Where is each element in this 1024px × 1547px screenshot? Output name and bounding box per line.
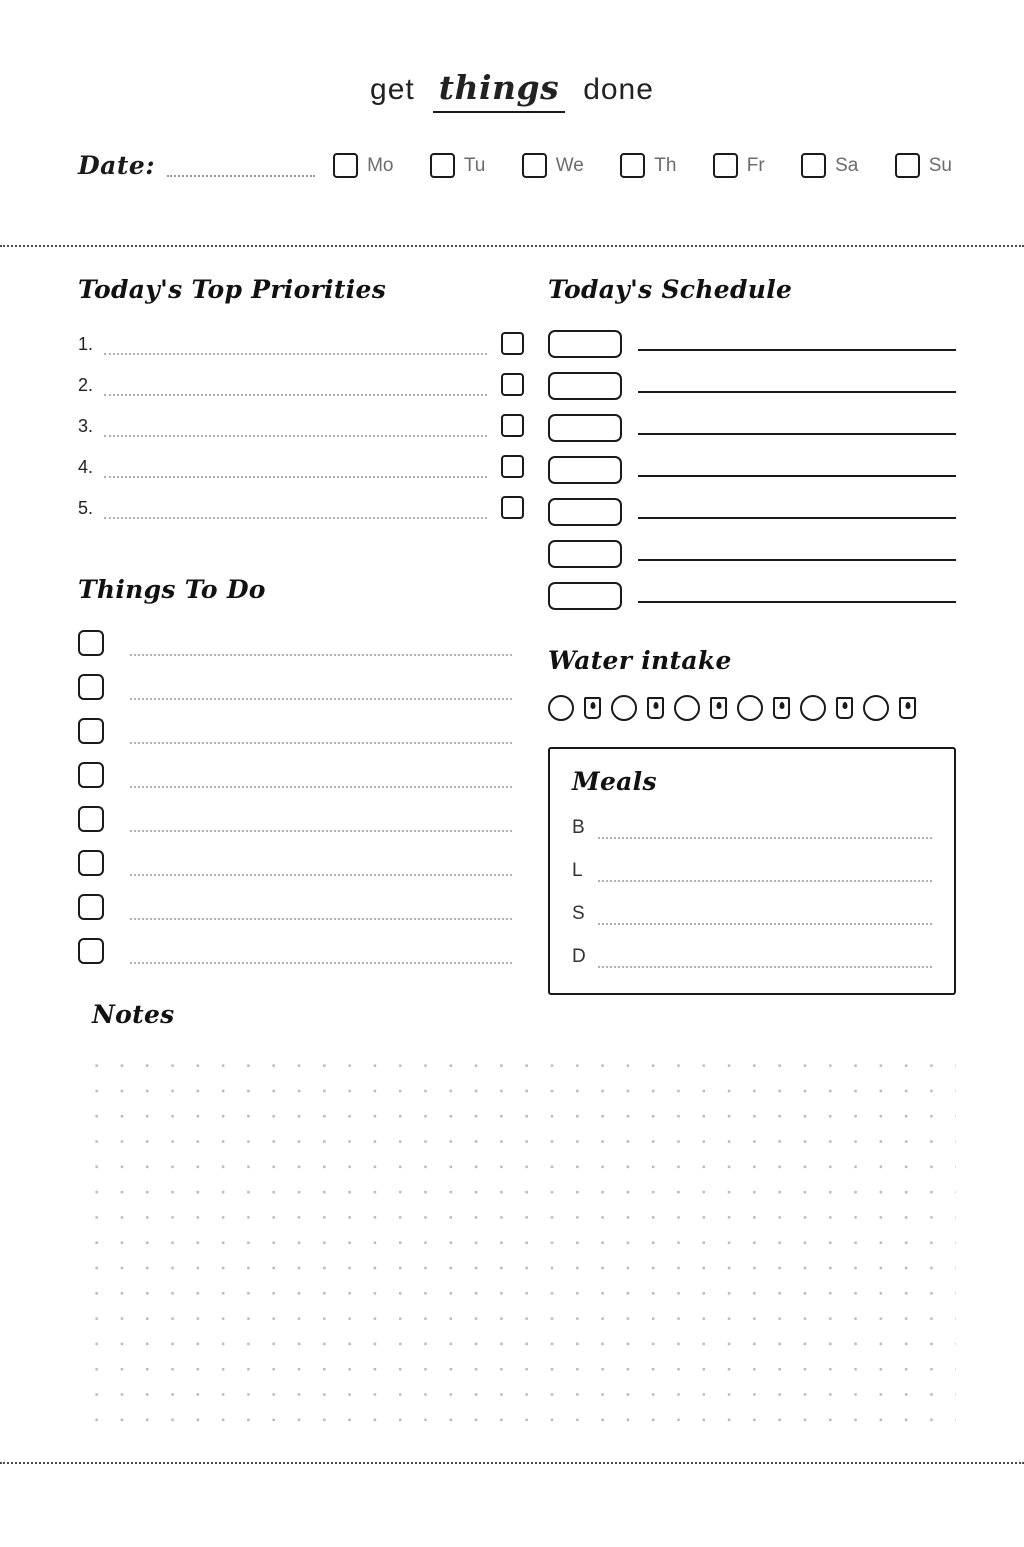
priority-number: 4. bbox=[78, 457, 94, 477]
water-circle-icon[interactable] bbox=[611, 695, 637, 721]
schedule-entry-input[interactable] bbox=[638, 463, 956, 477]
weekday-label: Tu bbox=[463, 154, 486, 176]
meal-label: D bbox=[572, 946, 586, 967]
checkbox-icon[interactable] bbox=[501, 332, 524, 355]
schedule-row[interactable] bbox=[548, 372, 956, 400]
meal-label: L bbox=[572, 860, 583, 881]
schedule-entry-input[interactable] bbox=[638, 505, 956, 519]
todo-heading: Things To Do bbox=[78, 575, 266, 604]
page-header bbox=[0, 0, 1024, 113]
checkbox-icon[interactable] bbox=[501, 496, 524, 519]
checkbox-icon[interactable] bbox=[801, 153, 826, 178]
checkbox-icon[interactable] bbox=[78, 718, 104, 744]
checkbox-icon[interactable] bbox=[620, 153, 645, 178]
checkbox-icon[interactable] bbox=[78, 894, 104, 920]
priority-input[interactable] bbox=[104, 335, 487, 355]
schedule-time-input[interactable] bbox=[548, 456, 622, 484]
weekday-label: Mo bbox=[367, 154, 394, 176]
schedule-entry-input[interactable] bbox=[638, 379, 956, 393]
todo-row[interactable] bbox=[78, 850, 524, 876]
priority-input[interactable] bbox=[104, 376, 487, 396]
priority-row[interactable] bbox=[78, 496, 524, 519]
schedule-entry-input[interactable] bbox=[638, 337, 956, 351]
schedule-entry-input[interactable] bbox=[638, 547, 956, 561]
schedule-time-input[interactable] bbox=[548, 498, 622, 526]
weekday-tu[interactable] bbox=[430, 153, 485, 178]
todo-input[interactable] bbox=[130, 814, 512, 832]
date-row bbox=[0, 151, 1024, 180]
todo-input[interactable] bbox=[130, 858, 512, 876]
water-cup-icon[interactable] bbox=[899, 697, 916, 719]
page-title bbox=[370, 68, 654, 113]
weekday-label: Th bbox=[654, 154, 677, 176]
title-word-done: done bbox=[583, 73, 654, 106]
priority-row[interactable] bbox=[78, 455, 524, 478]
checkbox-icon[interactable] bbox=[522, 153, 547, 178]
weekday-su[interactable] bbox=[895, 153, 952, 178]
schedule-entry-input[interactable] bbox=[638, 421, 956, 435]
priorities-heading: Today's Top Priorities bbox=[78, 275, 387, 304]
priority-row[interactable] bbox=[78, 414, 524, 437]
schedule-time-input[interactable] bbox=[548, 582, 622, 610]
checkbox-icon[interactable] bbox=[430, 153, 455, 178]
checkbox-icon[interactable] bbox=[501, 455, 524, 478]
meal-row[interactable] bbox=[572, 904, 932, 925]
schedule-time-input[interactable] bbox=[548, 372, 622, 400]
schedule-heading: Today's Schedule bbox=[548, 275, 793, 304]
water-cup-icon[interactable] bbox=[710, 697, 727, 719]
water-cup-icon[interactable] bbox=[647, 697, 664, 719]
weekday-we[interactable] bbox=[522, 153, 584, 178]
meals-card bbox=[548, 747, 956, 995]
todo-row[interactable] bbox=[78, 762, 524, 788]
schedule-row[interactable] bbox=[548, 498, 956, 526]
meal-row[interactable] bbox=[572, 861, 932, 882]
checkbox-icon[interactable] bbox=[78, 762, 104, 788]
divider-bottom bbox=[0, 1462, 1024, 1464]
meal-row[interactable] bbox=[572, 818, 932, 839]
weekday-label: Su bbox=[928, 154, 952, 176]
main-content bbox=[0, 275, 1024, 995]
date-label: Date: bbox=[78, 151, 156, 180]
weekday-th[interactable] bbox=[620, 153, 676, 178]
priority-row[interactable] bbox=[78, 373, 524, 396]
date-input[interactable] bbox=[167, 155, 315, 177]
todo-row[interactable] bbox=[78, 718, 524, 744]
todo-input[interactable] bbox=[130, 638, 512, 656]
schedule-entry-input[interactable] bbox=[638, 589, 956, 603]
weekday-label: Sa bbox=[835, 154, 859, 176]
water-intake-tracker bbox=[548, 695, 956, 721]
water-cup-icon[interactable] bbox=[836, 697, 853, 719]
schedule-time-input[interactable] bbox=[548, 330, 622, 358]
water-circle-icon[interactable] bbox=[674, 695, 700, 721]
weekday-label: Fr bbox=[746, 154, 765, 176]
priority-input[interactable] bbox=[104, 458, 487, 478]
schedule-row[interactable] bbox=[548, 540, 956, 568]
weekday-checkbox-group bbox=[333, 153, 952, 178]
notes-dot-grid[interactable] bbox=[78, 1047, 956, 1437]
todo-input[interactable] bbox=[130, 902, 512, 920]
water-circle-icon[interactable] bbox=[548, 695, 574, 721]
schedule-list bbox=[548, 330, 956, 610]
meals-heading: Meals bbox=[572, 767, 657, 796]
schedule-time-input[interactable] bbox=[548, 540, 622, 568]
checkbox-icon[interactable] bbox=[501, 373, 524, 396]
water-circle-icon[interactable] bbox=[800, 695, 826, 721]
checkbox-icon[interactable] bbox=[713, 153, 738, 178]
meal-input[interactable] bbox=[598, 950, 932, 968]
todo-list bbox=[78, 630, 524, 964]
schedule-row[interactable] bbox=[548, 582, 956, 610]
checkbox-icon[interactable] bbox=[78, 938, 104, 964]
todo-row[interactable] bbox=[78, 674, 524, 700]
todo-input[interactable] bbox=[130, 946, 512, 964]
priority-number: 2. bbox=[78, 375, 94, 395]
water-circle-icon[interactable] bbox=[737, 695, 763, 721]
water-cup-icon[interactable] bbox=[584, 697, 601, 719]
priority-number: 3. bbox=[78, 416, 94, 436]
checkbox-icon[interactable] bbox=[333, 153, 358, 178]
divider-top bbox=[0, 245, 1024, 247]
priorities-list bbox=[78, 332, 524, 519]
todo-input[interactable] bbox=[130, 682, 512, 700]
meal-row[interactable] bbox=[572, 947, 932, 968]
schedule-row[interactable] bbox=[548, 414, 956, 442]
priority-row[interactable] bbox=[78, 332, 524, 355]
checkbox-icon[interactable] bbox=[895, 153, 920, 178]
checkbox-icon[interactable] bbox=[78, 850, 104, 876]
priority-input[interactable] bbox=[104, 499, 487, 519]
priority-number: 1. bbox=[78, 334, 94, 354]
todo-row[interactable] bbox=[78, 806, 524, 832]
title-word-get: get bbox=[370, 73, 415, 106]
water-intake-heading: Water intake bbox=[548, 646, 732, 675]
meal-input[interactable] bbox=[598, 907, 932, 925]
notes-heading: Notes bbox=[92, 1000, 175, 1029]
priority-number: 5. bbox=[78, 498, 94, 518]
left-column bbox=[78, 275, 524, 982]
schedule-time-input[interactable] bbox=[548, 414, 622, 442]
weekday-mo[interactable] bbox=[333, 153, 393, 178]
meal-input[interactable] bbox=[598, 864, 932, 882]
weekday-label: We bbox=[555, 154, 584, 176]
notes-section bbox=[78, 1000, 956, 1437]
schedule-row[interactable] bbox=[548, 330, 956, 358]
right-column bbox=[524, 275, 956, 995]
schedule-row[interactable] bbox=[548, 456, 956, 484]
todo-input[interactable] bbox=[130, 770, 512, 788]
checkbox-icon[interactable] bbox=[78, 806, 104, 832]
todo-row[interactable] bbox=[78, 630, 524, 656]
checkbox-icon[interactable] bbox=[501, 414, 524, 437]
todo-input[interactable] bbox=[130, 726, 512, 744]
water-circle-icon[interactable] bbox=[863, 695, 889, 721]
priority-input[interactable] bbox=[104, 417, 487, 437]
checkbox-icon[interactable] bbox=[78, 630, 104, 656]
checkbox-icon[interactable] bbox=[78, 674, 104, 700]
title-word-things: things bbox=[433, 68, 565, 113]
todo-row[interactable] bbox=[78, 938, 524, 964]
meal-input[interactable] bbox=[598, 821, 932, 839]
weekday-sa[interactable] bbox=[801, 153, 858, 178]
water-cup-icon[interactable] bbox=[773, 697, 790, 719]
meal-label: S bbox=[572, 903, 585, 924]
todo-row[interactable] bbox=[78, 894, 524, 920]
weekday-fr[interactable] bbox=[713, 153, 765, 178]
meal-label: B bbox=[572, 817, 585, 838]
